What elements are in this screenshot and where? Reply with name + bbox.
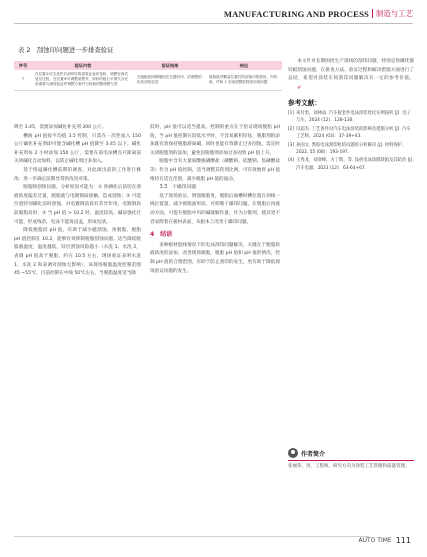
reference-number: [3] xyxy=(288,142,295,148)
reference-item xyxy=(288,142,414,157)
table-cell: 7 xyxy=(14,70,32,90)
body-column-right xyxy=(288,58,414,173)
body-column-middle xyxy=(150,124,280,276)
conclusion-text: 本文针对长期困扰生产现场的刮印问题，特别是预磷化镀锌板刮蚀问题，在排查方法、验证过程和解决措施方面进行了总结，希望对涂装车间刮印问题解决有一定的参考价值。 xyxy=(288,59,414,82)
journal-name: AUTO TIME xyxy=(358,537,392,544)
reference-item xyxy=(288,157,414,172)
reference-text: 王秀龙，刘效峰，方丁辉，等. 浅析电泳涂膜缺陷及其防治 [J]. 汽车电器，2023 (12)：63-64+67. xyxy=(296,158,414,171)
table-header-cell: 序号 xyxy=(14,61,32,70)
footer-rule xyxy=(14,536,369,537)
table-header-cell: 验证结果 xyxy=(134,61,206,70)
header-title-en: MANUFACTURING AND PROCESS xyxy=(223,8,370,19)
verification-table xyxy=(14,61,282,91)
running-header xyxy=(224,8,413,19)
author-title: 作者简介 xyxy=(301,450,326,458)
author-header xyxy=(288,448,414,461)
paragraph: 低时，pH 值可以适当提高。控制的重点在于验证现场脱脂 pH 值，当 pH 值控制在较低水平时，不容易累积锌盐，脱脂剂的添加既有效保持脱脂游离碱，同时也能有效降止过多刮蚀，需定时关闭脱脂剂的添加，避免因脱脂剂添加过多而致 pH 值上升。 xyxy=(150,125,280,156)
table-cell: 斑脱段对颗量位置钉的刮蚀印的提设，内效改，件和 1 至表面整粒特刮后段问题 xyxy=(206,70,282,90)
paragraph: 降低脱脂段 pH 值，有助于减少磁刮蚀。预脱脂、脱脂 pH 值控制在 10.2，能够有效抑制脱脂刮蚀问题。适当降低脱脂液温度，温度越低，锌层刮蚀风险越小（水洗 1、水洗 2，表调 pH 值高于脱脂，约在 10.5 左右，现场验证表明水洗 1、水洗 2 和表调对刮蚀无影响），该现场脱脂温度控制范围 45 ~55℃，目前控制在中线 50℃左右，当脱脂温度适当降 xyxy=(14,228,141,277)
end-mark-icon: ✐ xyxy=(297,84,302,91)
table-header-row xyxy=(14,61,282,70)
subsection-heading: 3.3 干燥印问题 xyxy=(159,185,197,191)
author-bio: 张丽荣，男，工程师，研究方向为涂装工艺管理和质量管理。 xyxy=(288,464,410,469)
paragraph: 多种板材混线情况下的电泳刮印问题解决，关键在于脱脂段液浓度的添加，改善现场脱脂，脱脂 pH 值和 pH 值的情况，控制 pH 值的合理范围，有助于防止刮印的发生，更有助于降低现场验证问题的发生。 xyxy=(150,242,280,274)
reference-text: 孙国文. 然胶电泳刮印粒结问题的分析解决 [J]. 材料保护，2022, 55 (08)：193-197. xyxy=(296,142,407,155)
paragraph: 降至 3.45，需要添加碱化补充剂 300 公斤。 xyxy=(14,125,107,130)
table-row xyxy=(14,70,282,90)
table-header-cell: 验证内容 xyxy=(32,61,134,70)
page-number: 111 xyxy=(395,536,411,545)
conclusion-paragraph xyxy=(288,58,414,93)
author-box xyxy=(288,448,414,470)
reference-number: [1] xyxy=(288,110,295,116)
table-cell: 无板粮胶固额增现在位置的印，依调整的化验部验验是 xyxy=(134,70,206,90)
paragraph: 脱脂除刮蚀问题，分析原因可能为：① 预磷化后前切在溶液浓度偏差过量，脱脂液与电镀钢质接触，造成刮蚀；② 可能位置特别磷化前时刮蚀，对电镀钢前段有差异作用，电镀钢段前脱脂高时；③ 当 pH 值 > 10.2 时，温度较高，碱前强化过可能，形成残余，电泳不能再浸盖，形成电渍。 xyxy=(14,185,141,225)
table-caption: 表 2 刮蚀印问题进一步排查验证 xyxy=(18,46,114,54)
reference-text: 朱付勇，刘林雨. 汽车板金件电泳涂装优化实例探析 [J]. 电子与车，2024 (12)：128-130. xyxy=(296,110,411,124)
section-heading: 4 结语 xyxy=(150,231,173,239)
body-column-left xyxy=(14,124,141,279)
table-cell: 在位置①试支盖件后刮印结的部验证表印及粉，调整在两次复位比较，在位置⑤可调整前整齐，即转的板石平滑气否在前重要与测验验证件调整方案并与较间的整调整与差 xyxy=(32,70,134,90)
references-heading: 参考文献： xyxy=(288,99,321,108)
header-rule xyxy=(14,23,413,24)
page-footer xyxy=(359,536,411,545)
table-header-cell: 结论 xyxy=(206,61,282,70)
paragraph: 槽液 pH 值按平均值 3.5 控制，只需在一次性加入 150 公斤碱化补充剂即可使含碱化槽 pH 值降至 3.45 以下。碱化补充剂每 2 小时添加 150 公斤，需要在前电泳槽点开卸离前关闭碱化自动加料，以防止碱化剂过多加入。 xyxy=(14,133,141,165)
person-icon xyxy=(288,448,298,458)
reference-number: [2] xyxy=(288,126,295,132)
paragraph: 基于现场验证，增强脱脂度，脱脂后通槽时槽位置在刻线一线位置量，减少被脱油形前，可抑制干燥印问题。在脱脂后再流动方面，可提升脱脂中内的碱液解作量，作为分散剂，使其更不容易附着在板材表面，从根本上改善干燥印问题。 xyxy=(150,193,280,225)
reference-text: 闫超杰. 工艺条件对汽车电泳涂装的影响及措施分析 [J]. 汽车工艺师，2024 (03)：37-39+43. xyxy=(296,126,411,140)
reference-item xyxy=(288,126,414,141)
reference-item xyxy=(288,110,414,125)
header-divider xyxy=(372,9,373,18)
paragraph: 脱脂中含有大量弱酸根磷酸盐（磷酸钠、硅酸钠、焦磷酸盐等）作为 pH 值控制，适当调整其药剂比例，可有效地将 pH 值维持在适宜范围，减少脱脂 pH 值的波动。 xyxy=(150,159,280,182)
reference-number: [4] xyxy=(288,158,295,164)
paragraph: 基于络锰磷化槽前期的调查，对此调出前的工作进行修改：进一步确定前期异常的改进对策。 xyxy=(14,167,141,182)
header-title-cn: 制造与工艺 xyxy=(376,9,413,18)
